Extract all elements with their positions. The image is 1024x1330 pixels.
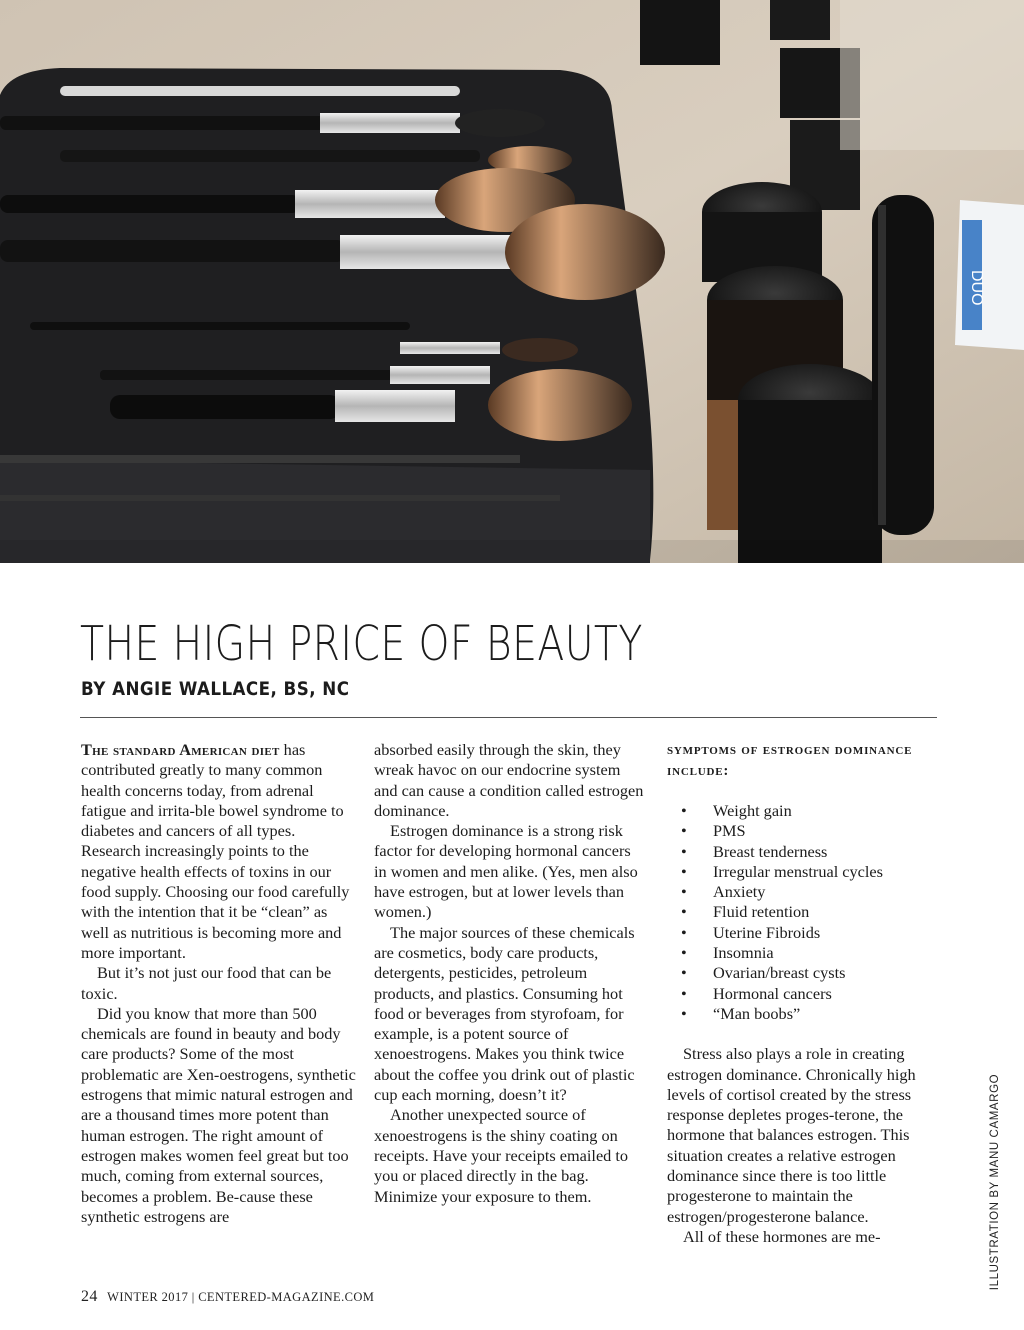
symptoms-heading: symptoms of estrogen dominance include: <box>667 742 913 779</box>
hero-photo <box>0 0 1024 563</box>
page-footer <box>81 1288 374 1306</box>
column-2 <box>374 740 646 1207</box>
list-item: • PMS <box>681 821 746 841</box>
paragraph: Estrogen dominance is a strong risk factor for developing hormonal cancers in women and men alike. (Yes, men also have estrogen, but at lower levels than women.) <box>374 821 638 922</box>
paragraph: All of these hormones are me- <box>683 1226 881 1246</box>
bullet-icon: • <box>681 902 687 922</box>
column-1 <box>81 740 357 1227</box>
list-item: • Breast tenderness <box>681 841 828 861</box>
list-item: • Anxiety <box>681 882 766 902</box>
list-item: • Uterine Fibroids <box>681 922 821 942</box>
lead-in: The standard American diet <box>81 740 280 759</box>
bullet-icon: • <box>681 922 687 942</box>
paragraph-text: has contributed greatly to many common health concerns today, from adrenal fatigue and irrita-ble bowel syndrome to diabetes and cancers of all types. Research increasingly points to the negative health effects of toxins in our food supply. Choosing our food carefully with the intention that it be “clean” as well as nutritious is becoming more and more important. <box>81 740 350 962</box>
title-divider <box>80 717 937 718</box>
paragraph: The major sources of these chemicals are cosmetics, body care products, detergents, pesticides, petroleum products, and plastics. Consuming hot food or beverages from styrofoam, for example, is a potent source of xenoestrogens. Makes you think twice about the coffee you drink out of plastic cup each morning, doesn’t it? <box>374 922 635 1105</box>
bullet-icon: • <box>681 963 687 983</box>
list-item: • Weight gain <box>681 801 792 820</box>
bullet-icon: • <box>681 882 687 902</box>
list-item: • Insomnia <box>681 943 774 963</box>
page-number: 24 <box>81 1288 98 1305</box>
list-item: • Ovarian/breast cysts <box>681 963 846 983</box>
paragraph: Another unexpected source of xenoestrogens is the shiny coating on receipts. Have your receipts emailed to you or placed directly in the bag. Minimize your exposure to them. <box>374 1105 629 1206</box>
bullet-icon: • <box>681 943 687 963</box>
svg-text:DUO: DUO <box>968 270 985 306</box>
list-item: • “Man boobs” <box>681 1003 801 1023</box>
list-item: • Irregular menstrual cycles <box>681 861 883 881</box>
article-byline: BY ANGIE WALLACE, BS, NC <box>81 678 350 700</box>
makeup-brushes-photo-icon <box>0 0 1024 563</box>
illustration-credit: ILLUSTRATION BY MANU CAMARGO <box>989 1073 1001 1291</box>
list-item: • Fluid retention <box>681 902 810 922</box>
paragraph <box>81 740 357 963</box>
bullet-icon: • <box>681 861 687 881</box>
paragraph: Did you know that more than 500 chemicals are found in beauty and body care products? Some of the most problematic are Xen-oestrogens, synthetic estrogens that mimic natural estrogen and are a thousand times more potent than human estrogen. The right amount of estrogen makes women feel great but too much, coming from external sources, becomes a problem. Be-cause these synthetic estrogens are <box>81 1003 356 1226</box>
paragraph: Stress also plays a role in creating estrogen dominance. Chronically high levels of cortisol created by the stress response depletes proges-terone, the hormone that balances estrogen. This situation creates a relative estrogen dominance since there is too little progesterone to maintain the estrogen/progesterone balance. <box>667 1044 916 1226</box>
list-item: • Hormonal cancers <box>681 983 832 1003</box>
bullet-icon: • <box>681 1003 687 1023</box>
bullet-icon: • <box>681 801 687 820</box>
paragraph: But it’s not just our food that can be toxic. <box>81 963 332 1003</box>
column-3 <box>667 740 939 1247</box>
bullet-icon: • <box>681 983 687 1003</box>
bullet-icon: • <box>681 841 687 861</box>
symptoms-list <box>667 801 939 1024</box>
bullet-icon: • <box>681 821 687 841</box>
paragraph: absorbed easily through the skin, they wreak havoc on our endocrine system and can cause a condition called estrogen dominance. <box>374 740 644 820</box>
issue-info: WINTER 2017 | CENTERED-MAGAZINE.COM <box>107 1290 375 1304</box>
article-title: THE HIGH PRICE OF BEAUTY <box>80 616 643 672</box>
